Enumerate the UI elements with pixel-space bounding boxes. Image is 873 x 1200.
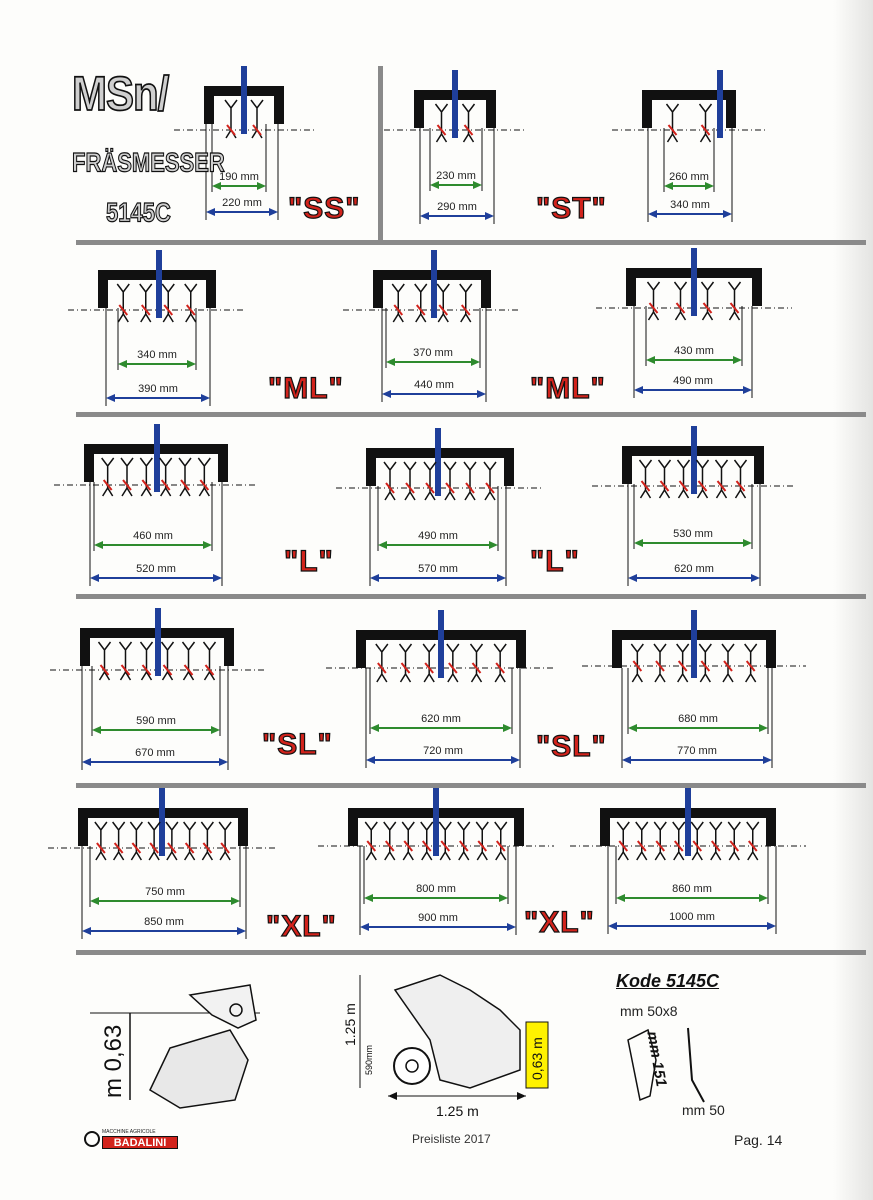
outer-width-label: 440 mm <box>414 379 454 391</box>
outer-width-arrow-head-left <box>360 923 369 931</box>
rotor-cover-right <box>504 448 514 486</box>
config-type-sl: "SL" <box>536 730 607 763</box>
machine-length-label: 1.25 m <box>436 1103 479 1119</box>
cutter-blade <box>166 822 178 860</box>
cutter-blade <box>735 460 747 498</box>
cutter-blade <box>117 284 129 322</box>
rotor-cover-left <box>626 268 636 306</box>
blade-length: mm 151 <box>643 1030 670 1088</box>
rotor-cover-right <box>726 90 736 128</box>
rotor-cover-right <box>754 446 764 484</box>
outer-width-arrow-head-right <box>763 756 772 764</box>
cutter-blade <box>436 104 448 142</box>
drive-shaft <box>241 66 247 134</box>
rotor-cover-left <box>356 630 366 668</box>
cutter-blade <box>654 644 666 682</box>
drive-shaft <box>685 788 691 856</box>
cutter-blade <box>225 100 237 138</box>
inner-width-label: 230 mm <box>436 170 476 182</box>
drive-shaft <box>691 248 697 316</box>
inner-width-label: 800 mm <box>416 883 456 895</box>
cutter-blade <box>102 458 114 496</box>
outer-width-arrow-head-left <box>382 390 391 398</box>
outer-width-arrow-head-left <box>82 758 91 766</box>
cutter-blade <box>140 458 152 496</box>
cutter-blade <box>121 458 133 496</box>
outer-width-arrow-head-right <box>507 923 516 931</box>
cutter-blade <box>458 822 470 860</box>
outer-width-arrow-head-right <box>751 574 760 582</box>
cutter-blade <box>184 822 196 860</box>
outer-width-label: 340 mm <box>670 199 710 211</box>
outer-width-label: 520 mm <box>136 563 176 575</box>
cutter-blade <box>716 460 728 498</box>
cutter-blade <box>113 822 125 860</box>
outer-width-label: 620 mm <box>674 563 714 575</box>
cutter-blade <box>376 644 388 682</box>
cutter-blade <box>130 822 142 860</box>
cutter-blade <box>631 644 643 682</box>
inner-width-arrow-head-left <box>628 724 637 732</box>
config-type-ss: "SS" <box>288 192 361 225</box>
outer-width-arrow-head-left <box>634 386 643 394</box>
cutter-blade <box>148 822 160 860</box>
rotor-cover-left <box>414 90 424 128</box>
outer-width-arrow-head-left <box>420 212 429 220</box>
cutter-blade <box>162 284 174 322</box>
tiller-gearbox <box>190 985 256 1028</box>
rotor-cover-right <box>766 808 776 846</box>
inner-width-label: 860 mm <box>672 883 712 895</box>
inner-width-arrow-head-right <box>759 894 768 902</box>
rotor-cover-right <box>481 270 491 308</box>
rotor-cover-left <box>348 808 358 846</box>
inner-width-arrow-head-right <box>257 182 266 190</box>
inner-width-label: 340 mm <box>137 349 177 361</box>
rotor-cover-left <box>84 444 94 482</box>
arrow-head <box>517 1092 526 1100</box>
cutter-blade <box>463 104 475 142</box>
inner-width-arrow-head-left <box>664 182 673 190</box>
rotor-cover-right <box>766 630 776 668</box>
outer-width-label: 900 mm <box>418 912 458 924</box>
rotor-cover-left <box>204 86 214 124</box>
rotor-cover-right <box>206 270 216 308</box>
drive-shaft <box>154 424 160 492</box>
badalini-logo: MACCHINE AGRICOLE BADALINI <box>82 1129 178 1149</box>
inner-width-label: 620 mm <box>421 713 461 725</box>
blade-width: mm 50 <box>682 1102 725 1118</box>
outer-width-arrow-head-left <box>370 574 379 582</box>
cutter-blade <box>471 644 483 682</box>
outer-width-arrow-head-right <box>723 210 732 218</box>
outer-width-label: 570 mm <box>418 563 458 575</box>
outer-width-arrow-head-right <box>497 574 506 582</box>
config-type-ml: "ML" <box>268 372 344 405</box>
rotor-cover-left <box>600 808 610 846</box>
inner-width-label: 430 mm <box>674 345 714 357</box>
cutter-blade <box>673 822 685 860</box>
cutter-blade <box>700 104 712 142</box>
cutter-blade <box>675 282 687 320</box>
cutter-blade <box>437 284 449 322</box>
inner-width-arrow-head-right <box>203 541 212 549</box>
cutter-blade <box>747 822 759 860</box>
drive-shaft <box>156 250 162 318</box>
outer-width-label: 490 mm <box>673 375 713 387</box>
outer-width-label: 720 mm <box>423 745 463 757</box>
rotor-cover-left <box>622 446 632 484</box>
config-type-ml: "ML" <box>530 372 606 405</box>
cutter-blade <box>659 460 671 498</box>
drive-shaft <box>155 608 161 676</box>
cutter-blade <box>495 822 507 860</box>
outer-width-label: 770 mm <box>677 745 717 757</box>
inner-width-arrow-head-left <box>92 726 101 734</box>
cutter-blade <box>402 822 414 860</box>
rotor-cover-right <box>224 628 234 666</box>
outer-width-label: 220 mm <box>222 197 262 209</box>
inner-width-arrow-head-left <box>616 894 625 902</box>
cutter-blade <box>185 284 197 322</box>
cutter-blade <box>439 822 451 860</box>
rotor-cover-left <box>80 628 90 666</box>
outer-width-arrow-head-left <box>628 574 637 582</box>
cutter-blade <box>201 822 213 860</box>
cutter-blade <box>160 458 172 496</box>
cutter-blade <box>400 644 412 682</box>
model-title: MSn/ <box>72 66 169 121</box>
outer-width-arrow-head-left <box>90 574 99 582</box>
rotor-cover-left <box>78 808 88 846</box>
cutter-blade <box>617 822 629 860</box>
outer-width-arrow-head-left <box>366 756 375 764</box>
inner-width-arrow-head-left <box>370 724 379 732</box>
drive-shaft <box>691 426 697 494</box>
inner-width-arrow-head-left <box>118 360 127 368</box>
cutter-blade <box>460 284 472 322</box>
cutter-blade <box>648 282 660 320</box>
rotor-cover-right <box>486 90 496 128</box>
inner-width-label: 680 mm <box>678 713 718 725</box>
cutter-blade <box>179 458 191 496</box>
inner-width-arrow-head-right <box>499 894 508 902</box>
inner-width-label: 530 mm <box>673 528 713 540</box>
inner-width-label: 490 mm <box>418 530 458 542</box>
cutter-blade <box>678 460 690 498</box>
config-type-sl: "SL" <box>262 728 333 761</box>
inner-width-label: 590 mm <box>136 715 176 727</box>
rotor-cover-right <box>752 268 762 306</box>
inner-width-arrow-head-left <box>378 541 387 549</box>
outer-width-arrow-head-right <box>485 212 494 220</box>
cutter-blade <box>640 460 652 498</box>
drive-shaft <box>431 250 437 318</box>
wheel-height-label: 590mm <box>364 1044 374 1075</box>
inner-width-label: 370 mm <box>413 347 453 359</box>
outer-width-arrow-head-right <box>511 756 520 764</box>
drive-shaft <box>433 788 439 856</box>
cutter-blade <box>476 822 488 860</box>
cutter-blade <box>384 462 396 500</box>
rotor-cover-left <box>98 270 108 308</box>
cutter-blade <box>728 822 740 860</box>
cutter-blade <box>697 460 709 498</box>
cutter-blade <box>722 644 734 682</box>
rotor-cover-left <box>366 448 376 486</box>
price-list-year: Preisliste 2017 <box>412 1132 491 1146</box>
cutter-blade <box>494 644 506 682</box>
rotor-cover-left <box>373 270 383 308</box>
outer-width-arrow-head-left <box>622 756 631 764</box>
cutter-blade <box>699 644 711 682</box>
working-height-label: 0,63 m <box>529 1037 545 1080</box>
cutter-blade <box>654 822 666 860</box>
outer-width-label: 390 mm <box>138 383 178 395</box>
outer-width-arrow-head-right <box>477 390 486 398</box>
cutter-blade <box>251 100 263 138</box>
inner-width-label: 750 mm <box>145 886 185 898</box>
inner-width-arrow-head-left <box>212 182 221 190</box>
rotor-cover-right <box>514 808 524 846</box>
rotor-cover-right <box>274 86 284 124</box>
cutter-blade <box>464 462 476 500</box>
inner-width-arrow-head-right <box>743 539 752 547</box>
cutter-blade <box>424 462 436 500</box>
inner-width-arrow-head-right <box>211 726 220 734</box>
config-type-l: "L" <box>284 545 334 578</box>
outer-width-arrow-head-right <box>767 922 776 930</box>
outer-width-arrow-head-right <box>237 927 246 935</box>
inner-width-arrow-head-right <box>187 360 196 368</box>
outer-width-label: 290 mm <box>437 201 477 213</box>
cutter-blade <box>729 282 741 320</box>
column-divider <box>378 66 383 240</box>
outer-width-label: 1000 mm <box>669 911 715 923</box>
left-height-label: m 0,63 <box>100 1024 127 1098</box>
inner-width-arrow-head-left <box>646 356 655 364</box>
inner-width-arrow-head-right <box>503 724 512 732</box>
cutter-blade <box>384 822 396 860</box>
outer-width-arrow-head-left <box>82 927 91 935</box>
inner-width-label: 260 mm <box>669 171 709 183</box>
drive-shaft <box>691 610 697 678</box>
inner-width-arrow-head-right <box>473 181 482 189</box>
cutter-blade <box>365 822 377 860</box>
inner-width-arrow-head-left <box>90 897 99 905</box>
product-subtitle: FRÄSMESSER <box>72 147 225 178</box>
inner-width-arrow-head-right <box>759 724 768 732</box>
outer-width-label: 670 mm <box>135 747 175 759</box>
tiller-side-body <box>150 1030 248 1108</box>
drive-shaft <box>452 70 458 138</box>
row-divider <box>76 594 866 599</box>
page-number: Pag. 14 <box>734 1132 783 1148</box>
row-divider <box>76 240 866 245</box>
cutter-blade <box>198 458 210 496</box>
outer-width-arrow-head-right <box>269 208 278 216</box>
cutter-blade <box>423 644 435 682</box>
rotor-cover-right <box>516 630 526 668</box>
rotor-cover-left <box>612 630 622 668</box>
inner-width-arrow-head-left <box>634 539 643 547</box>
row-divider <box>76 950 866 955</box>
cutter-blade <box>691 822 703 860</box>
inner-width-arrow-head-left <box>364 894 373 902</box>
row-divider <box>76 412 866 417</box>
outer-width-arrow-head-left <box>106 394 115 402</box>
inner-width-arrow-head-right <box>471 358 480 366</box>
inner-width-label: 460 mm <box>133 530 173 542</box>
outer-width-label: 850 mm <box>144 916 184 928</box>
inner-width-arrow-head-right <box>489 541 498 549</box>
cutter-blade <box>484 462 496 500</box>
machine-height-label: 1.25 m <box>342 1003 358 1046</box>
cutter-blade <box>140 284 152 322</box>
outer-width-arrow-head-left <box>648 210 657 218</box>
cutter-blade <box>415 284 427 322</box>
outer-width-arrow-head-right <box>213 574 222 582</box>
cutter-blade <box>745 644 757 682</box>
inner-width-arrow-head-left <box>94 541 103 549</box>
rotor-cover-right <box>238 808 248 846</box>
drive-shaft <box>438 610 444 678</box>
inner-width-label: 190 mm <box>219 171 259 183</box>
arrow-head <box>388 1092 397 1100</box>
cutter-blade <box>95 822 107 860</box>
outer-width-arrow-head-right <box>219 758 228 766</box>
cutter-blade <box>636 822 648 860</box>
config-type-l: "L" <box>530 545 580 578</box>
product-code: 5145C <box>106 197 171 228</box>
inner-width-arrow-head-right <box>733 356 742 364</box>
cutter-blade <box>447 644 459 682</box>
config-type-st: "ST" <box>536 192 607 225</box>
inner-width-arrow-head-right <box>231 897 240 905</box>
cutter-blade <box>444 462 456 500</box>
rotor-cover-left <box>642 90 652 128</box>
outer-width-arrow-head-right <box>201 394 210 402</box>
inner-width-arrow-head-left <box>430 181 439 189</box>
cutter-blade <box>219 822 231 860</box>
cutter-blade <box>404 462 416 500</box>
cutter-blade <box>392 284 404 322</box>
blade-side-view <box>688 1028 704 1102</box>
blade-section: mm 50x8 <box>620 1003 678 1019</box>
outer-width-arrow-head-left <box>608 922 617 930</box>
rotor-cover-right <box>218 444 228 482</box>
cutter-blade <box>702 282 714 320</box>
cutter-blade <box>710 822 722 860</box>
cutter-blade <box>667 104 679 142</box>
drive-shaft <box>717 70 723 138</box>
blade-code: Kode 5145C <box>616 971 720 991</box>
cutter-blade <box>421 822 433 860</box>
depth-wheel <box>394 1048 430 1084</box>
row-divider <box>76 783 866 788</box>
config-type-xl: "XL" <box>524 906 595 939</box>
inner-width-arrow-head-right <box>705 182 714 190</box>
outer-width-arrow-head-left <box>206 208 215 216</box>
inner-width-arrow-head-left <box>386 358 395 366</box>
outer-width-arrow-head-right <box>743 386 752 394</box>
config-type-xl: "XL" <box>266 910 337 943</box>
cutter-blade <box>677 644 689 682</box>
